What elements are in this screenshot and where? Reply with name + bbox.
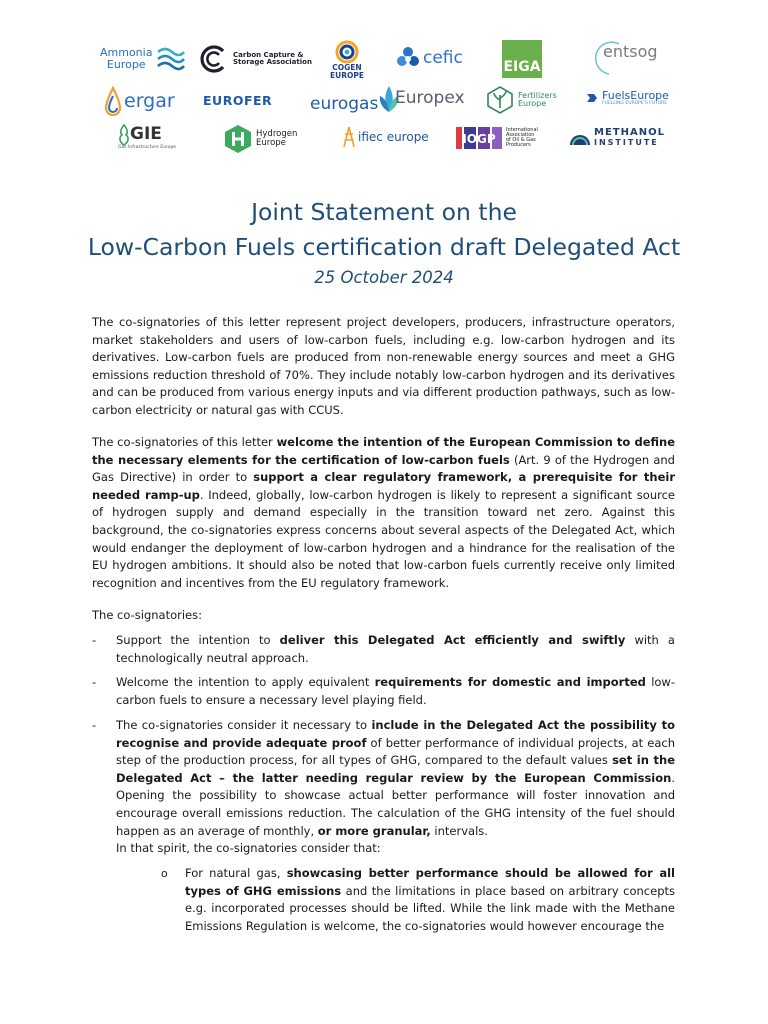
logo-eurogas — [310, 84, 400, 114]
logo-text: Storage Association — [233, 58, 312, 66]
document-title-line-2: Low-Carbon Fuels certification draft Delegated Act — [87, 233, 681, 261]
logo-hydrogen-europe — [224, 124, 297, 154]
text-run: low-carbon fuels to ensure a necessary level playing field. — [116, 675, 675, 707]
logo-eurofer — [203, 94, 272, 107]
bold-text-run: set in the Delegated Act – the latter needing regular review by the European Commission — [116, 753, 675, 785]
circle-bullet-icon: o — [161, 867, 168, 880]
logo-gie — [118, 124, 176, 151]
list-item-text — [116, 717, 675, 840]
text-run: The co-signatories of this letter represent project developers, producers, infrastructure operators, market stakeholders and users of low-carbon fuels, including e.g. low-carbon hydrogen and its derivatives. Low-carbon fuels are produced from non-renewable energy sources and meet a GHG emissions reduction threshold of 70%. They include notably low-carbon hydrogen and its derivatives and can be produced from various energy inputs and via different production pathways, such as low-carbon electricity or natural gas with CCUS. — [92, 315, 675, 417]
text-run: with a technologically neutral approach. — [116, 633, 675, 665]
logo-europex — [395, 90, 465, 108]
logo-text: COGEN — [332, 63, 362, 72]
logo-text: of Oil & Gas — [506, 137, 536, 143]
paragraph-text — [92, 434, 675, 592]
logo-text: METHANOL — [594, 127, 665, 138]
logo-text: ergar — [124, 90, 175, 113]
logo-ammonia-europe — [100, 46, 186, 72]
list-item-support — [116, 632, 675, 667]
logo-text: eurogas — [310, 94, 379, 115]
logo-text: ifiec europe — [358, 129, 429, 144]
logo-tagline: Gas Infrastructure Europe — [118, 145, 177, 150]
text-run: of better performance of individual projects, at each step of the production process, for all types of GHG, compared to the default values — [116, 735, 675, 768]
logo-fertilizers-europe — [486, 86, 557, 114]
logo-text: Europe — [256, 138, 286, 148]
hexagon-flower-icon — [395, 46, 421, 72]
bold-text-run: include in the Delegated Act the possibility to recognise and provide adequate proof — [116, 718, 676, 750]
document-title-line-1: Joint Statement on the — [251, 198, 517, 226]
paragraph-text — [92, 314, 675, 420]
logo-entsog — [595, 40, 658, 61]
logo-text: Europe — [518, 99, 547, 108]
logo-carbon-capture-storage-association — [199, 44, 312, 74]
list-item-text — [116, 632, 675, 667]
dash-bullet: - — [92, 718, 97, 732]
logo-methanol-institute — [569, 128, 665, 147]
text-run: (Art. 9 of the Hydrogen and Gas Directive) in order to — [92, 452, 675, 485]
document-date: 25 October 2024 — [314, 268, 454, 287]
half-circle-icon — [569, 128, 591, 146]
text-run: and the limitations in place based on arbitrary concepts e.g. incorporated processes should be lifted. While the link made with the Methane Emissions Regulation is welcome, the co-signatories would however encourage the — [185, 883, 675, 933]
logo-text: EUROPE — [330, 70, 364, 80]
drop-icon — [104, 86, 122, 118]
c-rings-icon — [199, 44, 229, 74]
logo-text: Association — [506, 131, 535, 138]
dash-bullet: - — [92, 675, 97, 689]
text-run: Support the intention to — [116, 633, 280, 647]
list-item-followup: In that spirit, the co-signatories consider that: — [116, 841, 381, 856]
list-item-welcome — [116, 674, 675, 709]
logo-text: Hydrogen — [256, 129, 298, 140]
paragraph-text — [92, 607, 675, 625]
logo-eiga — [502, 40, 542, 78]
logo-text: Producers — [506, 142, 531, 149]
logo-text: EUROFER — [203, 93, 273, 108]
hexagon-h-icon — [224, 124, 252, 154]
sub-list-item-natural-gas — [185, 865, 675, 935]
swirl-icon — [334, 40, 360, 64]
logo-iogp — [456, 127, 538, 149]
paragraph-intro — [92, 314, 675, 420]
dash-bullet: - — [92, 633, 97, 647]
text-run: The co-signatories consider it necessary to — [116, 718, 372, 732]
text-run: . Indeed, globally, low-carbon hydrogen is likely to represent a significant source of hydrogen supply and demand especially in the transition toward net zero. Against this background, the co-signatories express concerns about several aspects of the Delegated Act, which would endanger the deployment of low-carbon hydrogen and a hindrance for the realisation of the EU hydrogen ambitions. It should also be noted that low-carbon fuels currently receive only limited recognition and incentives from the EU regulatory framework. — [92, 487, 675, 590]
plant-icon — [486, 86, 514, 114]
logo-cogen-europe — [330, 40, 364, 80]
paragraph-co-signatories-intro — [92, 607, 675, 625]
logo-text: Ammonia — [100, 46, 153, 60]
pylon-icon — [341, 126, 357, 148]
list-item-consider — [116, 717, 675, 858]
logo-cefic — [395, 46, 463, 72]
text-run: The co-signatories of this letter — [92, 435, 277, 449]
bold-text-run: or more granular, — [317, 823, 431, 838]
text-run: Welcome the intention to apply equivalent — [116, 675, 375, 689]
logo-text: Carbon Capture & — [233, 50, 304, 59]
logo-text: Europe — [106, 58, 146, 71]
logo-ergar — [104, 86, 175, 118]
bold-text-run: support a clear regulatory framework, a prerequisite for their needed ramp-up — [92, 470, 675, 502]
logo-text: International — [506, 126, 538, 133]
iogp-mark-icon — [456, 127, 502, 149]
logo-text: entsog — [603, 42, 658, 61]
logo-text: EIGA — [503, 59, 541, 76]
flame-icon — [118, 124, 130, 146]
logo-tagline: FUELLING EUROPE'S FUTURE — [602, 100, 668, 106]
logo-text: Europex — [395, 88, 465, 108]
bold-text-run: requirements for domestic and imported — [374, 675, 646, 689]
bold-text-run: deliver this Delegated Act efficiently and swiftly — [279, 633, 626, 647]
logo-text: IOGP — [462, 132, 496, 146]
bold-text-run: showcasing better performance should be allowed for all types of GHG emissions — [185, 866, 675, 898]
paragraph-welcome — [92, 434, 675, 592]
logo-fuelseurope — [586, 90, 669, 106]
text-run: For natural gas, — [185, 866, 287, 880]
logo-text: Fertilizers — [518, 90, 557, 100]
list-item-text — [116, 674, 675, 709]
waves-icon — [156, 46, 186, 72]
sub-list-item-text — [185, 865, 675, 935]
text-run: intervals. — [430, 823, 488, 838]
text-run: The co-signatories: — [92, 608, 202, 622]
logo-text: INSTITUTE — [594, 137, 659, 147]
logo-text: FuelsEurope — [602, 89, 669, 102]
arrows-icon — [586, 92, 600, 104]
logo-ifiec-europe — [341, 126, 429, 148]
bold-text-run: welcome the intention of the European Commission to define the necessary elements for the certification of low-carbon fuels — [92, 435, 675, 467]
text-run: . Opening the possibility to showcase actual better performance will foster innovation and encourage overall emissions reduction. The calculation of the GHG intensity of the fuel should happen as an average of monthly, — [116, 770, 675, 838]
logo-text: cefic — [423, 48, 463, 69]
logo-text: GIE — [130, 124, 162, 145]
